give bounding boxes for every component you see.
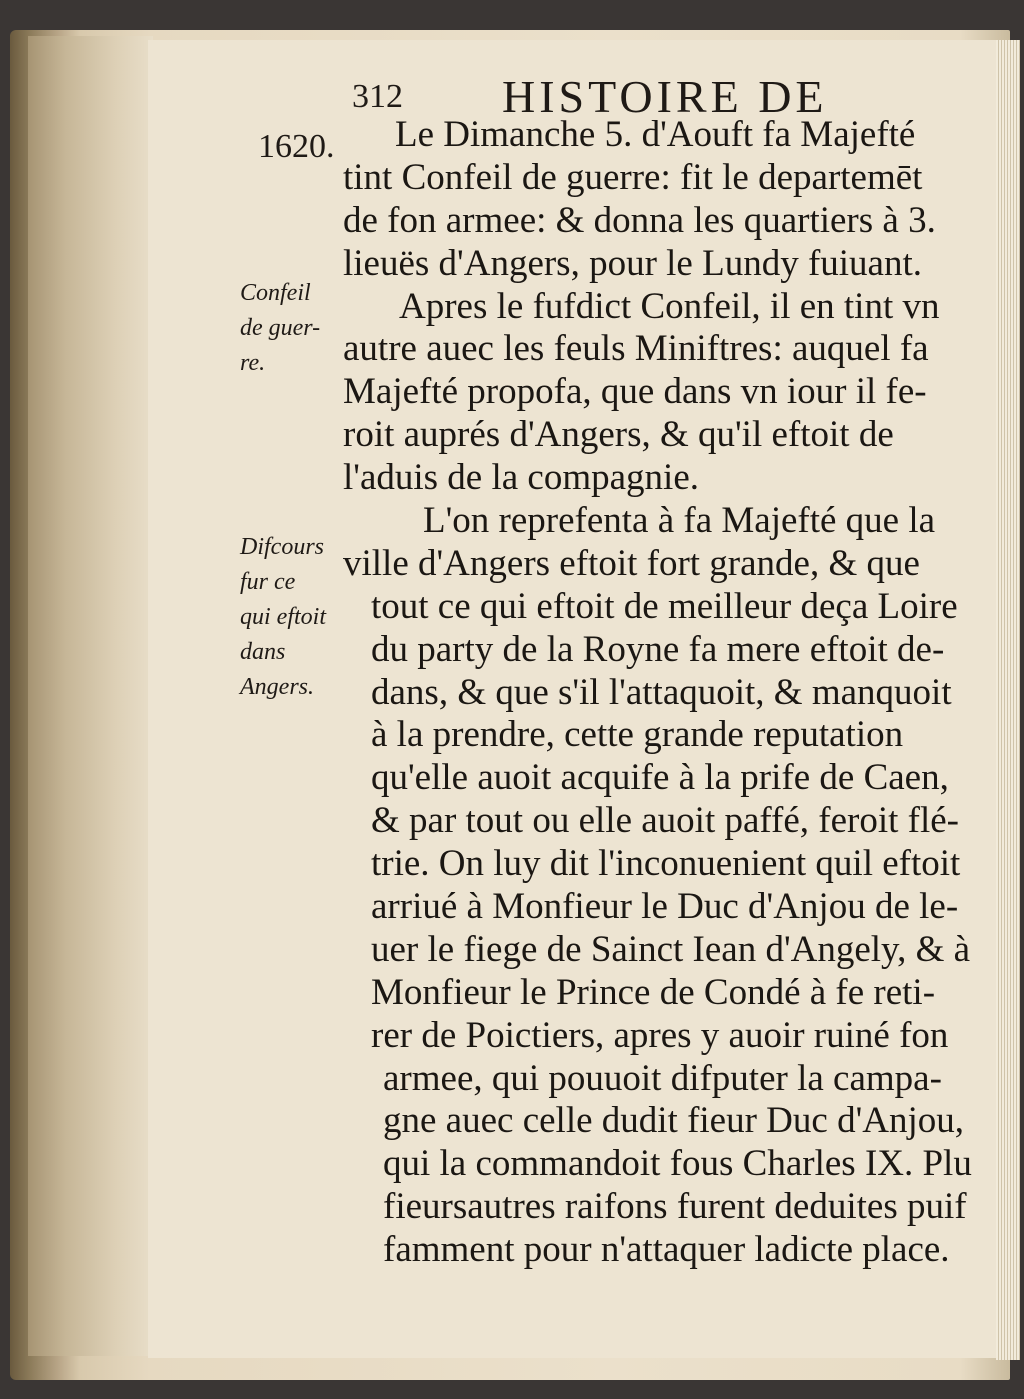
body-line: trie. On luy dit l'inconuenient quil eftoit xyxy=(371,843,961,885)
margin-note-line: Angers. xyxy=(240,674,314,700)
body-line: Apres le fufdict Confeil, il en tint vn xyxy=(399,285,940,327)
body-line: armee, qui pouuoit difputer la campa- xyxy=(383,1057,942,1099)
body-line: tint Confeil de guerre: fit le departemēt xyxy=(343,156,923,198)
body-line: du party de la Royne fa mere eftoit de- xyxy=(371,628,945,670)
body-line: Le Dimanche 5. d'Aouft fa Majefté xyxy=(395,114,916,155)
body-line: roit auprés d'Angers, & qu'il eftoit de xyxy=(343,414,894,456)
margin-note-difcours xyxy=(240,530,326,705)
margin-note-line: Difcours xyxy=(240,534,324,560)
margin-note-line: dans xyxy=(240,639,286,665)
margin-note-confeil xyxy=(240,276,320,381)
body-line: fieursautres raifons furent deduites puif xyxy=(383,1186,967,1228)
body-line: tout ce qui eftoit de meilleur deça Loire xyxy=(371,585,958,627)
body-line: autre auec les feuls Miniftres: auquel fa xyxy=(343,328,929,370)
margin-note-line: de guer- xyxy=(240,315,321,341)
margin-year: 1620. xyxy=(258,128,335,165)
body-line: de fon armee: & donna les quartiers à 3. xyxy=(343,199,936,241)
body-line: Monfieur le Prince de Condé à fe reti- xyxy=(371,971,936,1013)
body-line: Majefté propofa, que dans vn iour il fe- xyxy=(343,371,927,413)
body-line: à la prendre, cette grande reputation xyxy=(371,714,904,756)
body-line: l'aduis de la compagnie. xyxy=(343,457,699,499)
page-number: 312 xyxy=(352,78,403,115)
margin-note-line: Confeil xyxy=(240,280,311,306)
body-line: dans, & que s'il l'attaquoit, & manquoit xyxy=(371,671,952,713)
body-line: arriué à Monfieur le Duc d'Anjou de le- xyxy=(371,886,959,928)
body-text xyxy=(343,114,1003,1272)
body-line: & par tout ou elle auoit paffé, feroit flé- xyxy=(371,800,960,842)
page-gutter xyxy=(28,36,153,1356)
body-line: gne auec celle dudit fieur Duc d'Anjou, xyxy=(383,1100,964,1142)
body-line: famment pour n'attaquer ladicte place. xyxy=(383,1229,950,1271)
body-line: ville d'Angers eftoit fort grande, & que xyxy=(343,542,920,584)
body-line: rer de Poictiers, apres y auoir ruiné fon xyxy=(371,1014,949,1056)
body-line: qui la commandoit fous Charles IX. Plu xyxy=(383,1143,972,1185)
body-line: lieuës d'Angers, pour le Lundy fuiuant. xyxy=(343,242,923,284)
body-line: uer le fiege de Sainct Iean d'Angely, & à xyxy=(371,928,971,970)
body-line: qu'elle auoit acquife à la prife de Caen, xyxy=(371,757,949,799)
body-line: L'on reprefenta à fa Majefté que la xyxy=(423,500,936,542)
margin-note-line: re. xyxy=(240,350,266,376)
margin-note-line: qui eftoit xyxy=(240,604,326,630)
margin-note-line: fur ce xyxy=(240,569,296,595)
running-title: HISTOIRE DE xyxy=(502,71,828,122)
